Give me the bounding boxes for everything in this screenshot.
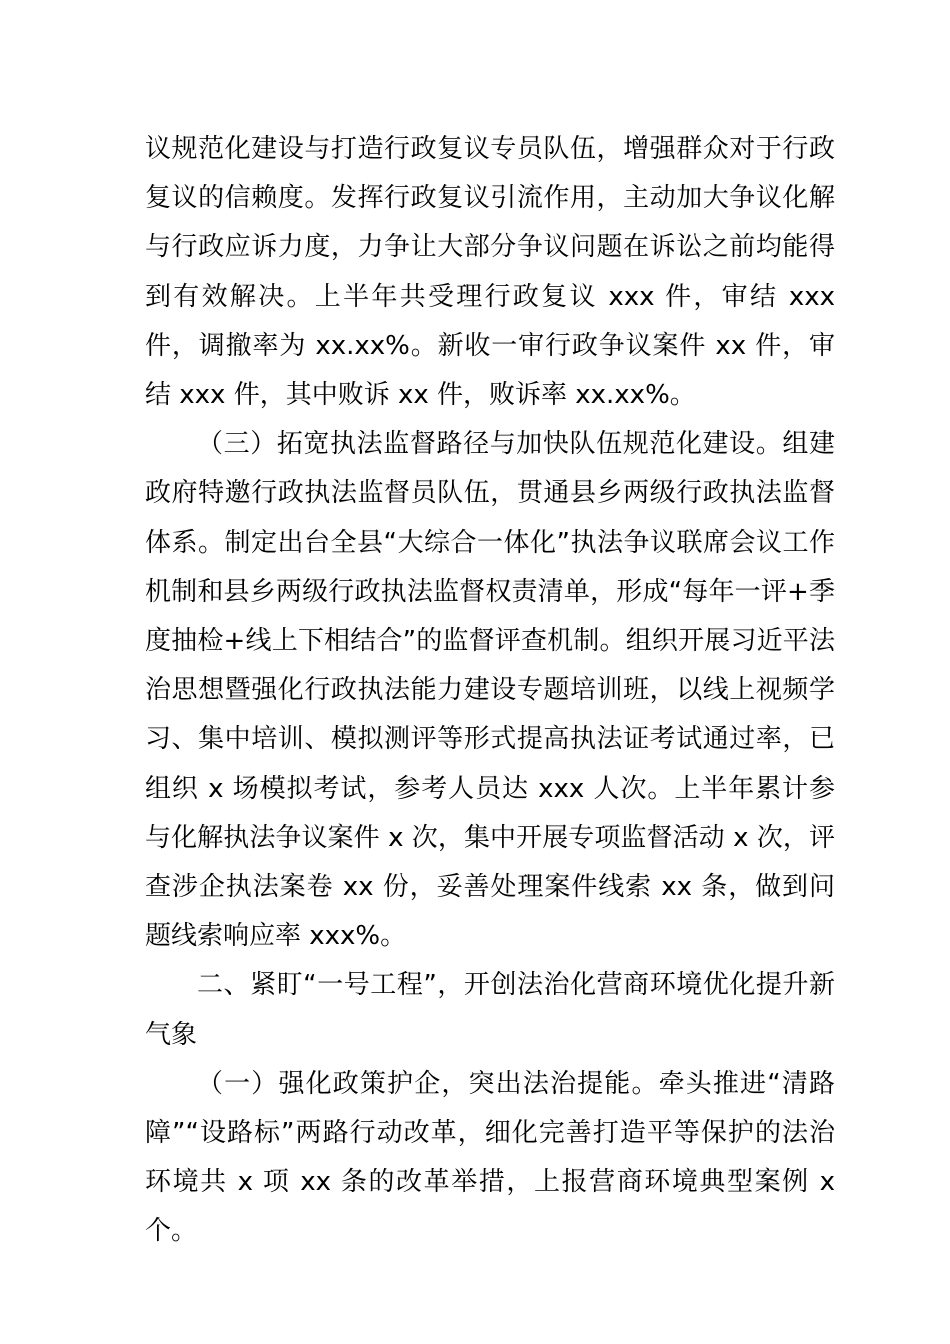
paragraph-continued-review: 议规范化建设与打造行政复议专员队伍，增强群众对于行政复议的信赖度。发挥行政复议引流作用，主动加大争议化解与行政应诉力度，力争让大部分争议问题在诉讼之前均能得到有效解决。上半年共受理行政复议 xxx 件，审结 xxx 件，调撤率为 xx.xx%。新收一审行政争议案件 xx 件，审结 xxx 件，其中败诉 xx 件，败诉率 xx.xx%。 — [145, 134, 835, 411]
section-heading-business-environment: 二、紧盯“一号工程”，开创法治化营商环境优化提升新气象 — [145, 970, 835, 1050]
document-body — [145, 125, 835, 1257]
paragraph-policy-protection: （一）强化政策护企，突出法治提能。牵头推进“清路障”“设路标”两路行动改革，细化完善打造平等保护的法治环境共 x 项 xx 条的改革举措，上报营商环境典型案例 x 个。 — [145, 1068, 835, 1247]
paragraph-enforcement-supervision: （三）拓宽执法监督路径与加快队伍规范化建设。组建政府特邀行政执法监督员队伍，贯通县乡两级行政执法监督体系。制定出台全县“大综合一体化”执法争议联席会议工作机制和县乡两级行政执法监督权责清单，形成“每年一评+季度抽检+线上下相结合”的监督评查机制。组织开展习近平法治思想暨强化行政执法能力建设专题培训班，以线上视频学习、集中培训、模拟测评等形式提高执法证考试通过率，已组织 x 场模拟考试，参考人员达 xxx 人次。上半年累计参与化解执法争议案件 x 次，集中开展专项监督活动 x 次，评查涉企执法案卷 xx 份，妥善处理案件线索 xx 条，做到问题线索响应率 xxx%。 — [145, 429, 835, 952]
